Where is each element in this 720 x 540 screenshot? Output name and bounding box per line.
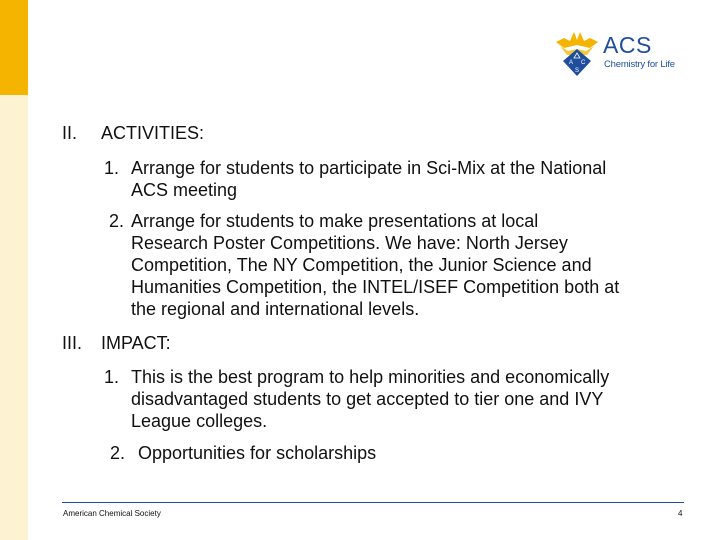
list-item — [131, 157, 606, 201]
acs-seal-icon — [554, 28, 600, 78]
logo-wordmark: ACS — [603, 32, 652, 58]
logo-tagline: Chemistry for Life — [604, 59, 675, 70]
list-item-line: Humanities Competition, the INTEL/ISEF Competition both at — [131, 277, 620, 297]
list-item-line: ACS meeting — [131, 180, 238, 200]
list-item-line: This is the best program to help minorities and economically — [131, 367, 610, 387]
accent-bar — [0, 0, 28, 95]
section-numeral: II. — [62, 123, 78, 143]
acs-logo — [554, 28, 694, 80]
list-item — [131, 366, 609, 432]
list-item-line: Competition, The NY Competition, the Junior Science and — [131, 255, 592, 275]
list-item — [138, 442, 376, 464]
list-item — [131, 210, 619, 320]
list-item-line: Research Poster Competitions. We have: North Jersey — [131, 233, 568, 253]
list-item-line: the regional and international levels. — [131, 299, 420, 319]
list-item-line: Arrange for students to make presentations at local — [131, 211, 539, 231]
list-item-number: 1. — [104, 367, 120, 387]
footer-organization: American Chemical Society — [63, 509, 161, 518]
section-heading: ACTIVITIES: — [101, 123, 205, 143]
section-heading: IMPACT: — [101, 333, 171, 353]
list-item-number: 2. — [110, 443, 126, 463]
list-item-line: Arrange for students to participate in Sci-Mix at the National — [131, 158, 607, 178]
list-item-number: 1. — [104, 158, 120, 178]
list-item-number: 2. — [109, 211, 125, 231]
list-item-line: League colleges. — [131, 411, 268, 431]
seal-letter-c: C — [581, 60, 586, 66]
footer-divider — [62, 502, 684, 503]
section-numeral: III. — [62, 333, 83, 353]
seal-letter-s: S — [575, 68, 580, 74]
list-item-line: Opportunities for scholarships — [138, 443, 377, 463]
page-number: 4 — [678, 509, 683, 518]
list-item-line: disadvantaged students to get accepted to tier one and IVY — [131, 389, 604, 409]
accent-strip — [0, 95, 28, 540]
seal-letter-a: A — [569, 60, 574, 66]
